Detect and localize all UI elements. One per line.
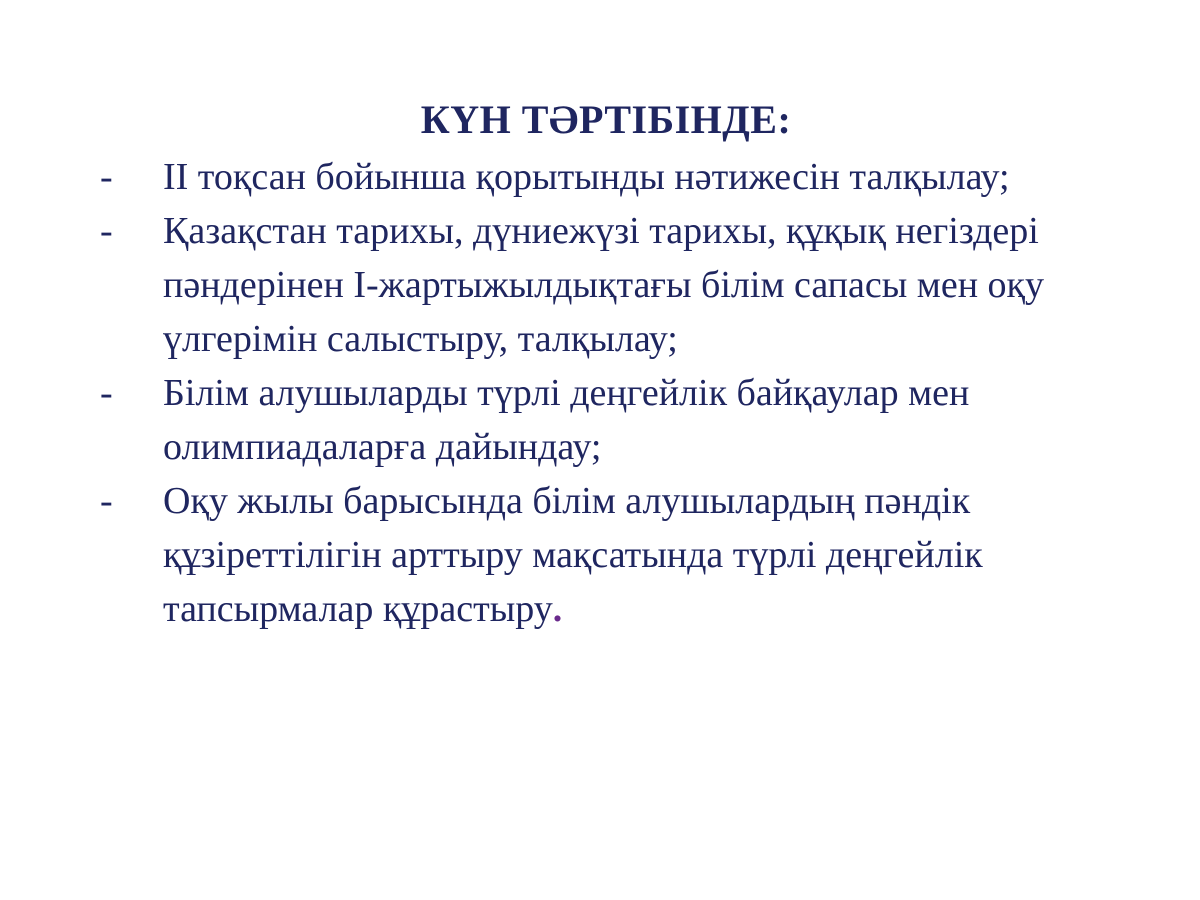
slide-title: КҮН ТӘРТІБІНДЕ: (420, 97, 792, 142)
agenda-item (100, 204, 1120, 366)
bullet-dash: - (100, 372, 113, 414)
bullet-dash: - (100, 156, 113, 198)
agenda-list (100, 150, 1120, 636)
agenda-item (100, 474, 1120, 636)
bullet-dash: - (100, 210, 113, 252)
agenda-item-text: Қазақстан тарихы, дүниежүзі тарихы, құқық негіздері пәндерінен І-жартыжылдықтағы білім сапасы мен оқу үлгерімін салыстыру, талқылау; (163, 210, 1044, 360)
agenda-item-text: Оқу жылы барысында білім алушылардың пәндік құзіреттілігін арттыру мақсатында түрлі деңгейлік тапсырмалар құрастыру (163, 480, 983, 630)
agenda-item-text: ІІ тоқсан бойынша қорытынды нәтижесін талқылау; (163, 156, 1010, 198)
bullet-dash: - (100, 480, 113, 522)
agenda-item (100, 366, 1120, 474)
agenda-item (100, 150, 1120, 204)
agenda-item-text: Білім алушыларды түрлі деңгейлік байқаулар мен олимпиадаларға дайындау; (163, 372, 970, 468)
final-period: . (552, 588, 563, 630)
